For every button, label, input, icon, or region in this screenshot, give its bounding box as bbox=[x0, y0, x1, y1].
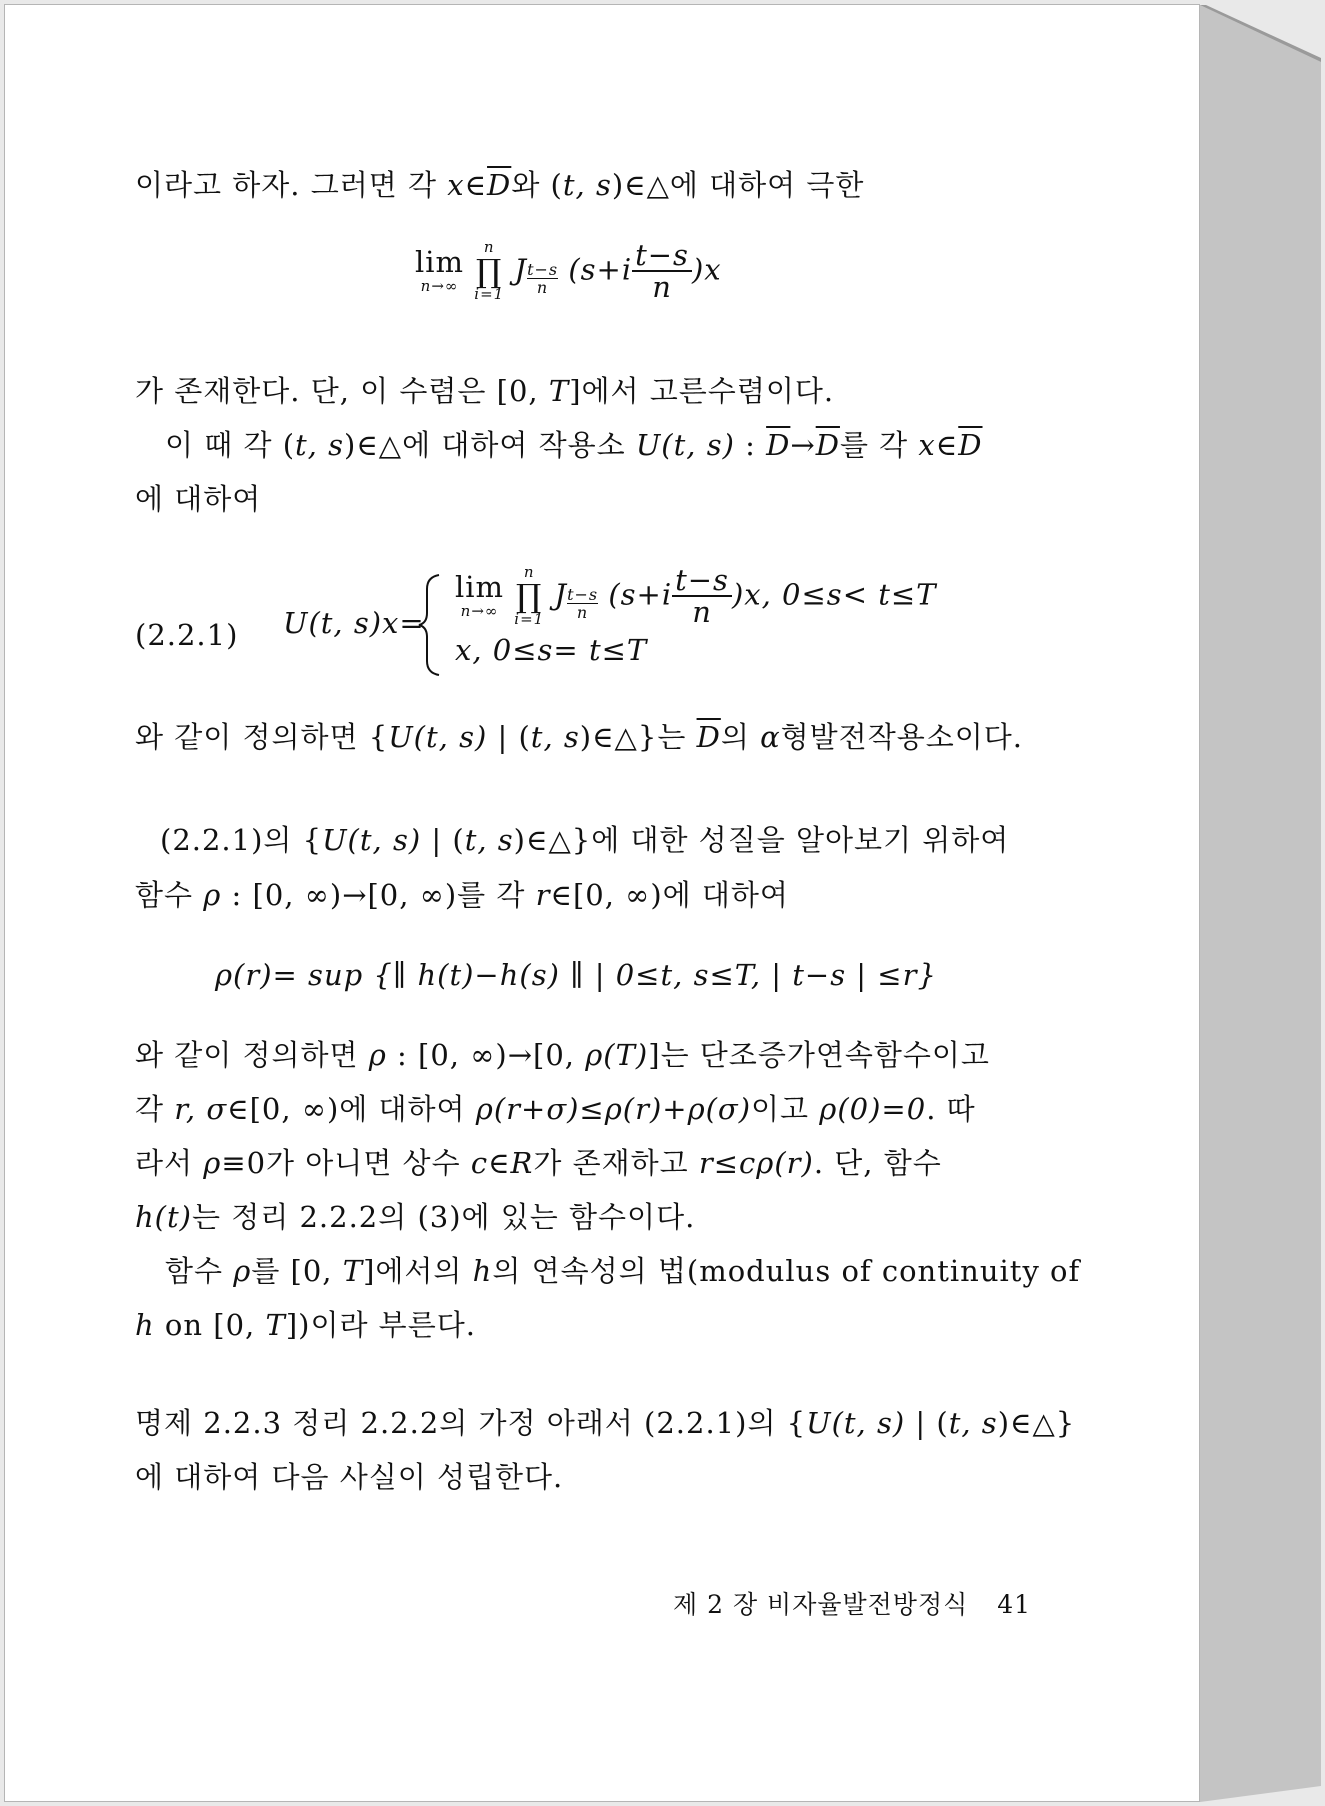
cases-brace-path bbox=[419, 575, 439, 675]
modulus-definition-equation bbox=[215, 955, 937, 995]
prod-upper: n bbox=[523, 563, 535, 582]
text-run: 함수 bbox=[165, 1254, 234, 1288]
text-run: 를 [0, bbox=[251, 1254, 343, 1288]
equation-case-2 bbox=[455, 630, 647, 670]
math-in: ∈ bbox=[464, 168, 488, 202]
equation-case-1 bbox=[455, 565, 937, 628]
paragraph-line-13 bbox=[135, 1305, 476, 1345]
lim-subscript: n→∞ bbox=[460, 602, 499, 621]
math-rhoT: ρ(T) bbox=[585, 1038, 649, 1072]
J-sub-numerator: t−s bbox=[567, 584, 599, 604]
math-U: U(t, s) bbox=[635, 428, 735, 462]
math-rho: ρ bbox=[368, 1038, 387, 1072]
text-run: on [0, bbox=[154, 1308, 266, 1342]
text-run: 명제 2.2.3 정리 2.2.2의 가정 아래서 (2.2.1)의 { bbox=[135, 1406, 807, 1440]
paragraph-line-10 bbox=[135, 1143, 942, 1183]
math-U: U(t, s) bbox=[806, 1406, 906, 1440]
text-run: )∈△에 대하여 작용소 bbox=[344, 428, 636, 462]
fraction-denominator: n bbox=[692, 595, 712, 630]
math-x: x bbox=[918, 428, 936, 462]
text-run: : [0, ∞)→[0, ∞)를 각 bbox=[221, 878, 536, 912]
paragraph-line-6 bbox=[160, 820, 1009, 860]
paragraph-line-12 bbox=[165, 1251, 1080, 1291]
math-T: T bbox=[342, 1254, 364, 1288]
fraction bbox=[672, 565, 732, 628]
math-run: ρ(r)= sup {∥ h(t)−h(s) ∥ | 0≤t, s≤T, | t−s | ≤r} bbox=[215, 958, 937, 992]
math-alpha: α bbox=[760, 720, 781, 754]
text-run: 에 대하여 bbox=[135, 482, 262, 516]
math-rho: ρ bbox=[203, 1146, 222, 1180]
math-run: )x, 0≤s< t≤T bbox=[731, 577, 937, 612]
J-operator: J bbox=[554, 577, 568, 612]
math-rho: ρ bbox=[203, 878, 222, 912]
text-run: ]에서 고른수렴이다. bbox=[569, 374, 835, 408]
math-inequality: ρ(r+σ)≤ρ(r)+ρ(σ) bbox=[475, 1092, 752, 1126]
text-run: 와 같이 정의하면 { bbox=[135, 720, 389, 754]
paragraph-line-8 bbox=[135, 1035, 990, 1075]
product-operator bbox=[474, 240, 504, 302]
equation-label bbox=[135, 615, 238, 655]
paragraph-line-1 bbox=[135, 165, 864, 205]
text-run: 와 같이 정의하면 bbox=[135, 1038, 369, 1072]
text-run: 이라고 하자. 그러면 각 bbox=[135, 168, 448, 202]
lim-operator bbox=[455, 570, 505, 621]
math-ts: t, s bbox=[295, 428, 344, 462]
text-run: 함수 bbox=[135, 878, 204, 912]
math-ts: t, s bbox=[530, 720, 580, 754]
chapter-title: 제 2 장 비자율발전방정식 bbox=[673, 1590, 969, 1619]
running-footer bbox=[673, 1585, 1031, 1625]
paragraph-line-7 bbox=[135, 875, 789, 915]
text-run: )∈△} bbox=[997, 1406, 1076, 1440]
text-run: )∈△}에 대한 성질을 알아보기 위하여 bbox=[513, 823, 1010, 857]
J-subscript-fraction bbox=[567, 586, 598, 622]
math-run: (s+i bbox=[608, 577, 673, 612]
text-run: 의 연속성의 법(modulus of continuity of bbox=[492, 1254, 1081, 1288]
math-T: T bbox=[265, 1308, 286, 1342]
equation-number: (2.2.1) bbox=[135, 618, 239, 652]
text-run: 형발전작용소이다. bbox=[780, 720, 1023, 754]
lim-subscript: n→∞ bbox=[420, 277, 459, 296]
lim-text: lim bbox=[455, 570, 505, 605]
book-page bbox=[4, 4, 1200, 1802]
limit-product-equation bbox=[415, 240, 722, 303]
cases-brace bbox=[417, 573, 443, 677]
text-run: | ( bbox=[487, 720, 531, 754]
text-run: ]에서의 bbox=[363, 1254, 473, 1288]
text-run: : [0, ∞)→[0, bbox=[386, 1038, 586, 1072]
text-run: )∈△}는 bbox=[579, 720, 697, 754]
prod-symbol: ∏ bbox=[516, 577, 543, 616]
math-U: U(t, s) bbox=[322, 823, 422, 857]
text-run: 가 존재하고 bbox=[533, 1146, 699, 1180]
math-run: U(t, s)x= bbox=[283, 606, 425, 640]
math-D-bar: $\overline{D}$ bbox=[815, 428, 840, 462]
text-run: 와 ( bbox=[511, 168, 563, 202]
text-run: (2.2.1)의 { bbox=[160, 823, 323, 857]
J-sub-numerator: t−s bbox=[527, 259, 559, 279]
text-run: 이 때 각 ( bbox=[165, 428, 296, 462]
math-run: (s+i bbox=[568, 252, 633, 287]
text-run: 각 bbox=[135, 1092, 175, 1126]
lim-text: lim bbox=[415, 245, 465, 280]
math-U: U(t, s) bbox=[388, 720, 488, 754]
text-run: | ( bbox=[905, 1406, 949, 1440]
math-ts: t, s bbox=[948, 1406, 998, 1440]
paragraph-line-2 bbox=[135, 371, 834, 411]
math-x: x bbox=[447, 168, 465, 202]
math-r-sigma: r, σ bbox=[174, 1092, 228, 1126]
math-ts: t, s bbox=[464, 823, 514, 857]
equation-lhs bbox=[283, 603, 425, 643]
text-run: )∈△에 대하여 극한 bbox=[611, 168, 865, 202]
prod-lower: i=1 bbox=[474, 285, 505, 304]
text-run: ∈[0, ∞)에 대하여 bbox=[550, 878, 789, 912]
math-h: h(t) bbox=[135, 1200, 192, 1234]
math-ts: t, s bbox=[562, 168, 612, 202]
paragraph-line-9 bbox=[135, 1089, 976, 1129]
J-operator: J bbox=[514, 252, 528, 287]
proposition-line-2 bbox=[135, 1457, 563, 1497]
prod-symbol: ∏ bbox=[476, 252, 503, 291]
text-run: | ( bbox=[421, 823, 465, 857]
math-r: r bbox=[535, 878, 551, 912]
book-side-face bbox=[1200, 5, 1321, 1802]
math-run: )x bbox=[691, 252, 722, 287]
text-run: . 단, 함수 bbox=[813, 1146, 942, 1180]
paragraph-line-5 bbox=[135, 717, 1023, 757]
text-run: 라서 bbox=[135, 1146, 204, 1180]
math-inequality: r≤cρ(r) bbox=[698, 1146, 814, 1180]
text-run: 에 대하여 다음 사실이 성립한다. bbox=[135, 1460, 564, 1494]
text-run: 를 각 bbox=[839, 428, 919, 462]
proposition-line-1 bbox=[135, 1403, 1075, 1443]
text-run: 가 존재한다. 단, 이 수렴은 [0, bbox=[135, 374, 549, 408]
paragraph-line-3 bbox=[165, 425, 983, 465]
math-rho0: ρ(0)=0 bbox=[819, 1092, 927, 1126]
prod-lower: i=1 bbox=[514, 610, 545, 629]
text-run: ])이라 부른다. bbox=[285, 1308, 476, 1342]
J-subscript-fraction bbox=[527, 261, 558, 297]
math-T: T bbox=[548, 374, 570, 408]
math-in: ∈ bbox=[488, 1146, 511, 1180]
math-h: h bbox=[135, 1308, 155, 1342]
paragraph-line-4 bbox=[135, 479, 261, 519]
math-D-bar: $\overline{D}$ bbox=[766, 428, 791, 462]
math-c: c bbox=[470, 1146, 489, 1180]
math-h: h bbox=[472, 1254, 493, 1288]
paragraph-line-11 bbox=[135, 1197, 695, 1237]
math-in: ∈ bbox=[935, 428, 959, 462]
fraction-numerator: t−s bbox=[672, 565, 732, 597]
J-sub-denominator: n bbox=[536, 278, 549, 298]
text-run: : bbox=[734, 428, 767, 462]
text-run: . 따 bbox=[926, 1092, 976, 1126]
math-R: R bbox=[510, 1146, 534, 1180]
product-operator bbox=[514, 565, 544, 627]
math-D-bar: $\overline{D}$ bbox=[696, 720, 721, 754]
lim-operator bbox=[415, 245, 465, 296]
math-run: x, 0≤s= t≤T bbox=[455, 633, 648, 667]
math-D-bar: $\overline{D}$ bbox=[487, 168, 512, 202]
text-run: 의 bbox=[720, 720, 761, 754]
page-number: 41 bbox=[997, 1590, 1032, 1619]
math-rho: ρ bbox=[233, 1254, 252, 1288]
math-D-bar: $\overline{D}$ bbox=[958, 428, 983, 462]
text-run: ≡0가 아니면 상수 bbox=[221, 1146, 471, 1180]
math-arrow: → bbox=[790, 428, 816, 462]
J-sub-denominator: n bbox=[576, 603, 589, 623]
fraction-numerator: t−s bbox=[632, 240, 692, 272]
text-run: 이고 bbox=[751, 1092, 820, 1126]
text-run: ∈[0, ∞)에 대하여 bbox=[227, 1092, 476, 1126]
text-run: ]는 단조증가연속함수이고 bbox=[648, 1038, 990, 1072]
fraction-denominator: n bbox=[652, 270, 672, 305]
text-run: 는 정리 2.2.2의 (3)에 있는 함수이다. bbox=[191, 1200, 696, 1234]
fraction bbox=[632, 240, 692, 303]
prod-upper: n bbox=[483, 238, 495, 257]
